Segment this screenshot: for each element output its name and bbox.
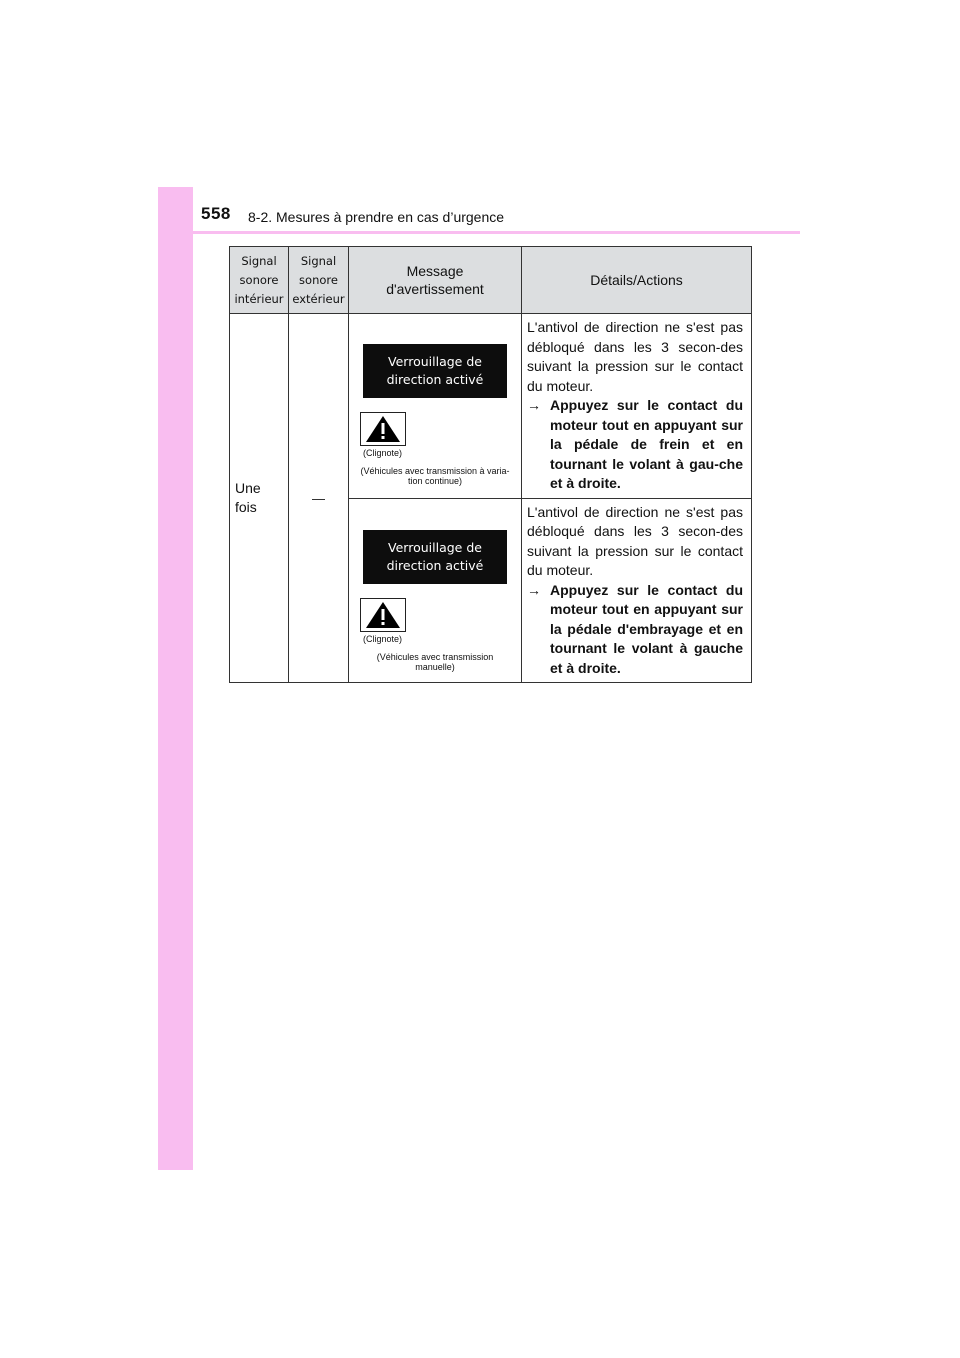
details-cell [522, 498, 752, 683]
arrow-icon: → [527, 581, 541, 598]
warning-message-cell [349, 498, 522, 683]
header-rule [158, 231, 800, 234]
header-external-buzzer: Signal sonore extérieur [289, 247, 349, 314]
blink-label: (Clignote) [363, 448, 403, 458]
warning-message-cell [349, 314, 522, 499]
action-item [527, 581, 743, 679]
warning-message-display: Verrouillage de direction activé [363, 344, 507, 398]
vehicle-note: (Véhicules avec transmission manuelle) [376, 651, 494, 672]
detail-description: L'antivol de direction ne s'est pas débloqué dans les 3 secon-des suivant la pression sur le contact du moteur. [527, 503, 743, 578]
table-header-row [230, 247, 752, 314]
warning-triangle-icon [360, 598, 406, 632]
header-details-actions: Détails/Actions [522, 247, 752, 314]
vehicle-note: (Véhicules avec transmission à varia- tion continue) [360, 466, 510, 486]
internal-buzzer-times: Une fois [230, 314, 289, 683]
blink-label: (Clignote) [363, 633, 403, 644]
side-tab-band [158, 187, 193, 1170]
warning-triangle-icon [360, 412, 406, 446]
warning-table [229, 246, 752, 683]
warning-message-display: Verrouillage de direction activé [363, 530, 507, 584]
header-warning-message: Message d'avertissement [349, 247, 522, 314]
arrow-icon: → [527, 397, 541, 413]
action-instruction: Appuyez sur le contact du moteur tout en appuyant sur la pédale d'embrayage et en tournant le volant à gauche et à droite. [550, 581, 743, 676]
external-buzzer-none: — [289, 314, 349, 683]
section-title: 8-2. Mesures à prendre en cas d’urgence [248, 209, 505, 225]
action-item [527, 396, 743, 494]
page-number: 558 [201, 204, 231, 223]
action-instruction: Appuyez sur le contact du moteur tout en appuyant sur la pédale de frein et en tournant le volant à gau-che et à droite. [550, 397, 743, 491]
header-internal-buzzer: Signal sonore intérieur [230, 247, 289, 314]
detail-description: L'antivol de direction ne s'est pas débloqué dans les 3 secon-des suivant la pression sur le contact du moteur. [527, 319, 743, 394]
table-row [230, 314, 752, 499]
details-cell [522, 314, 752, 499]
